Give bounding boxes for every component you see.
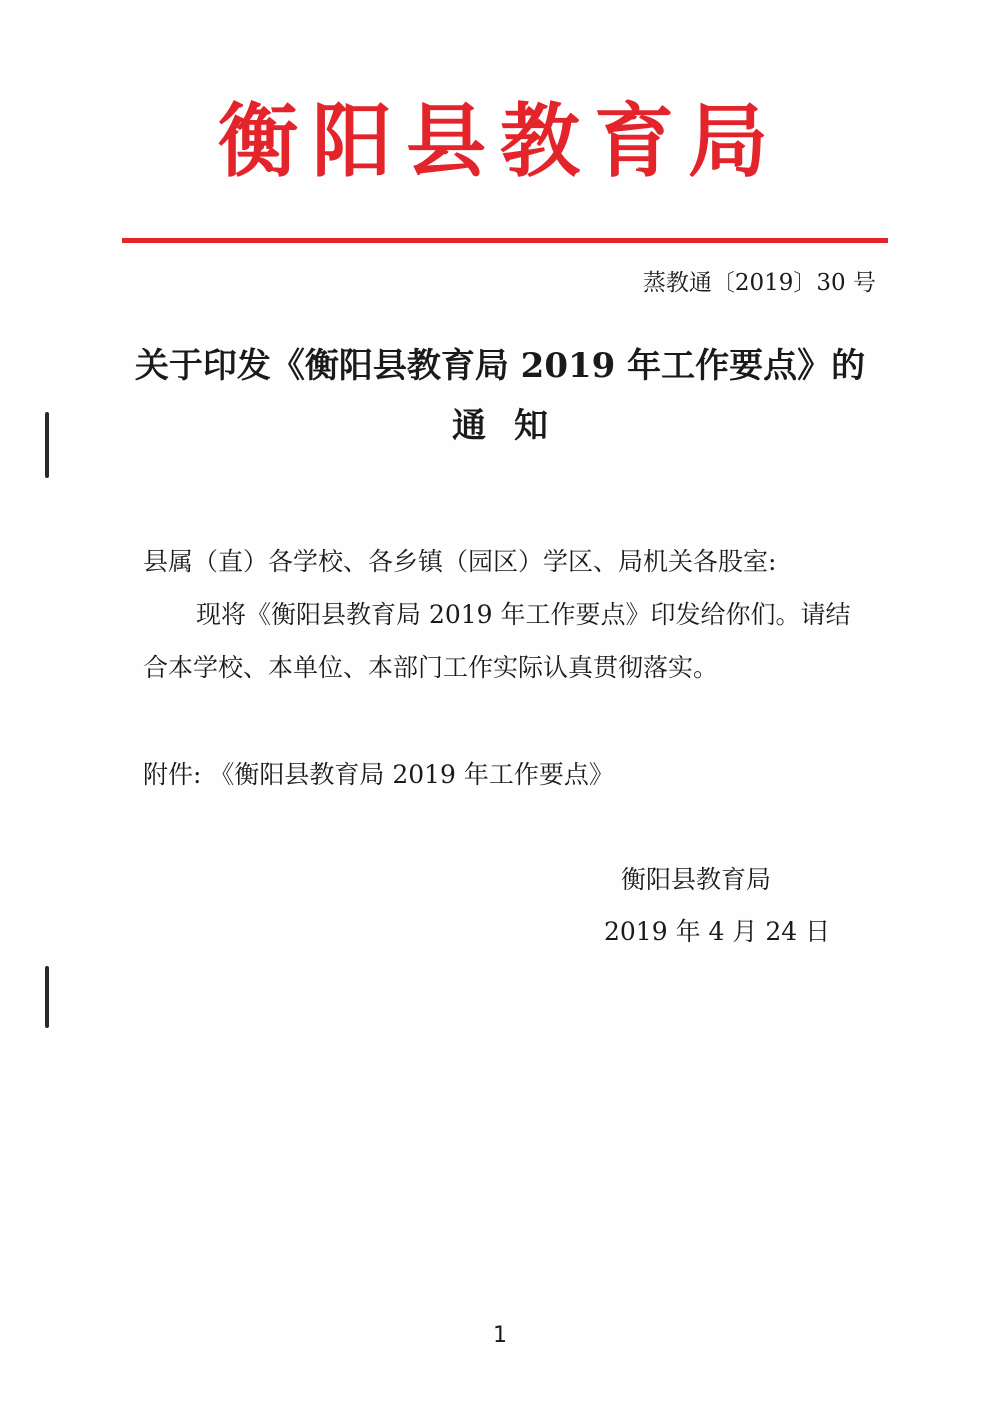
salutation: 县属（直）各学校、各乡镇（园区）学区、局机关各股室:: [143, 547, 777, 576]
binding-staple-mark-top: [45, 412, 49, 478]
letterhead-title: 衡阳县教育局: [218, 95, 782, 188]
binding-staple-mark-bottom: [45, 966, 49, 1028]
attachment-line: 附件: 《衡阳县教育局 2019 年工作要点》: [143, 760, 614, 789]
letterhead-red-rule: [122, 238, 888, 243]
signature-organization: 衡阳县教育局: [621, 865, 772, 894]
document-title-line1: 关于印发《衡阳县教育局 2019 年工作要点》的: [134, 346, 866, 386]
body-paragraph-line2: 合本学校、本单位、本部门工作实际认真贯彻落实。: [143, 653, 719, 682]
signature-date: 2019 年 4 月 24 日: [604, 917, 831, 946]
document-number: 蒸教通〔2019〕30 号: [642, 270, 876, 296]
document-title-line2: 通知: [452, 406, 576, 446]
body-paragraph-line1: 现将《衡阳县教育局 2019 年工作要点》印发给你们。请结: [196, 600, 851, 629]
page-number: 1: [493, 1323, 507, 1348]
